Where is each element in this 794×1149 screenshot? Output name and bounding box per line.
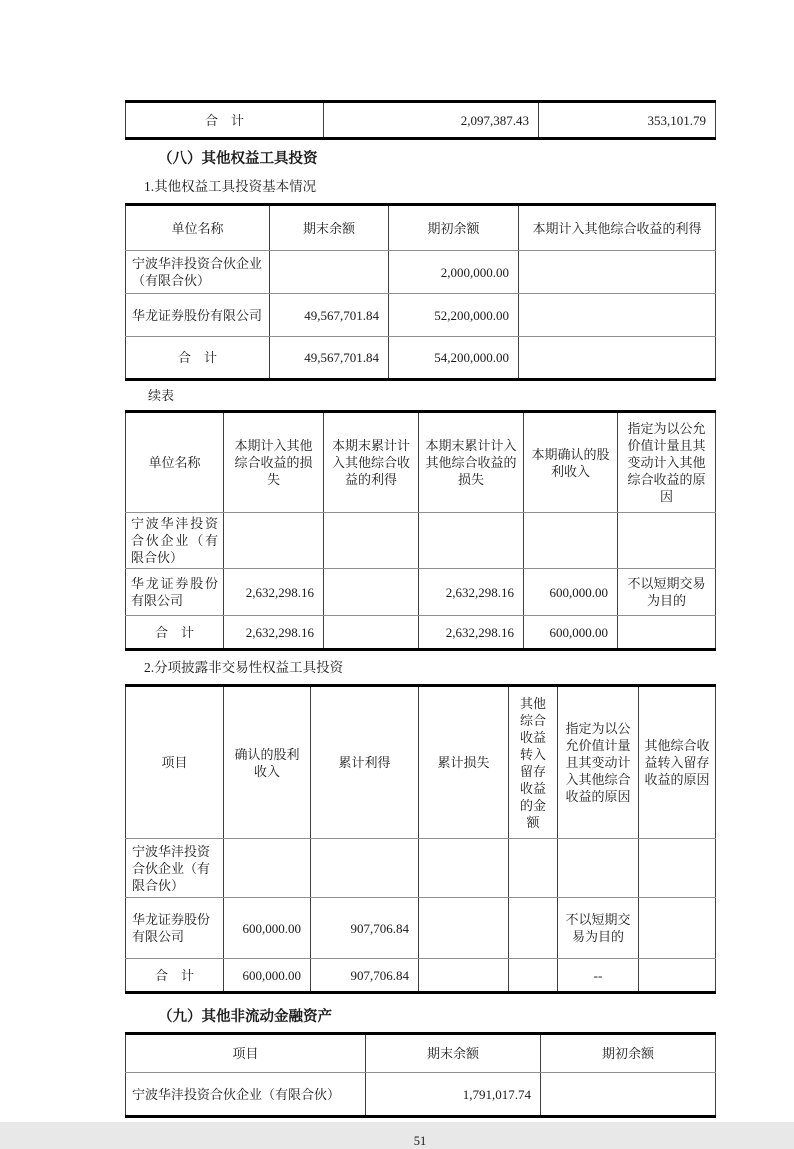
- table-cell: 不以短期交易为目的: [558, 898, 639, 959]
- table-row: [126, 513, 716, 569]
- table-cell: 华龙证券股份有限公司: [126, 294, 270, 337]
- table-cell: 2,000,000.00: [389, 251, 519, 294]
- table-header-cell: 其他综合收益转入留存收益的原因: [639, 686, 716, 839]
- table-cell: 华龙证券股份有限公司: [126, 569, 224, 616]
- table-cell: --: [558, 959, 639, 993]
- table-row: [126, 959, 716, 993]
- table-row: [126, 337, 716, 380]
- table-header-cell: 本期末累计计入其他综合收益的损失: [419, 412, 524, 513]
- page-content: [125, 100, 715, 1149]
- table-header-cell: 指定为以公允价值计量且其变动计入其他综合收益的原因: [558, 686, 639, 839]
- table-header-cell: 累计损失: [419, 686, 509, 839]
- table-cell: 华龙证券股份有限公司: [126, 898, 224, 959]
- table-cell: 600,000.00: [224, 898, 311, 959]
- table-header-row: [126, 205, 716, 251]
- table-header-row: [126, 1034, 716, 1073]
- table-row: [126, 251, 716, 294]
- table-header-cell: 其他综合收益转入留存收益的金额: [509, 686, 558, 839]
- table-header-cell: 项目: [126, 686, 224, 839]
- table-cell: [419, 513, 524, 569]
- table-header-cell: 本期末累计计入其他综合收益的利得: [324, 412, 419, 513]
- table-cell: [270, 251, 389, 294]
- table-cell: 907,706.84: [311, 959, 419, 993]
- table-row: [126, 569, 716, 616]
- table-header-cell: 期末余额: [270, 205, 389, 251]
- table-row: [126, 839, 716, 898]
- table-cell: 2,632,298.16: [419, 569, 524, 616]
- table-header-cell: 期末余额: [366, 1034, 541, 1073]
- table-cell: 宁波华沣投资合伙企业（有限合伙）: [126, 513, 224, 569]
- table-cell: 宁波华沣投资合伙企业（有限合伙）: [126, 251, 270, 294]
- table-row: [126, 1073, 716, 1117]
- table-cell: 2,632,298.16: [419, 616, 524, 650]
- continued-table-label: 续表: [148, 388, 175, 403]
- table-cell: [519, 251, 716, 294]
- section-9-title: （九）其他非流动金融资产: [158, 1009, 332, 1025]
- table-row: [126, 102, 716, 139]
- basic-info-table: [125, 203, 716, 381]
- table-cell: [419, 898, 509, 959]
- table-cell: [419, 839, 509, 898]
- table-cell: 合 计: [126, 616, 224, 650]
- table-cell: [639, 839, 716, 898]
- table-cell: [324, 513, 419, 569]
- table-row: [126, 616, 716, 650]
- section-8-subtitle-1: 1.其他权益工具投资基本情况: [144, 179, 317, 194]
- table-header-cell: 本期计入其他综合收益的利得: [519, 205, 716, 251]
- table-cell: [519, 337, 716, 380]
- table-cell: [524, 513, 618, 569]
- table-header-cell: 项目: [126, 1034, 366, 1073]
- table-cell: 600,000.00: [224, 959, 311, 993]
- table-cell: [519, 294, 716, 337]
- table-cell: [509, 898, 558, 959]
- table-cell: 合 计: [126, 337, 270, 380]
- table-cell: [509, 839, 558, 898]
- table-cell: [541, 1073, 716, 1117]
- table-cell: [224, 839, 311, 898]
- table-cell: 907,706.84: [311, 898, 419, 959]
- table-cell: 不以短期交易为目的: [618, 569, 716, 616]
- table-cell: 52,200,000.00: [389, 294, 519, 337]
- table-header-cell: 单位名称: [126, 205, 270, 251]
- table-header-cell: 指定为以公允价值计量且其变动计入其他综合收益的原因: [618, 412, 716, 513]
- table-cell: [224, 513, 324, 569]
- table-cell: 宁波华沣投资合伙企业（有限合伙）: [126, 1073, 366, 1117]
- table-cell: [509, 959, 558, 993]
- table-header-cell: 本期确认的股利收入: [524, 412, 618, 513]
- table-header-cell: 期初余额: [389, 205, 519, 251]
- table-cell: [639, 898, 716, 959]
- table-cell: 合 计: [126, 959, 224, 993]
- page-number: 51: [413, 1134, 427, 1148]
- table-cell: 54,200,000.00: [389, 337, 519, 380]
- table-cell: [618, 616, 716, 650]
- table-header-cell: 累计利得: [311, 686, 419, 839]
- table-header-row: [126, 686, 716, 839]
- table-cell: [419, 959, 509, 993]
- table-cell: 宁波华沣投资合伙企业（有限合伙）: [126, 839, 224, 898]
- table-cell: 49,567,701.84: [270, 294, 389, 337]
- table-cell: 353,101.79: [539, 102, 716, 139]
- table-header-cell: 本期计入其他综合收益的损失: [224, 412, 324, 513]
- table-cell: 1,791,017.74: [366, 1073, 541, 1117]
- table-header-cell: 单位名称: [126, 412, 224, 513]
- table-row: [126, 898, 716, 959]
- section-8-subtitle-2: 2.分项披露非交易性权益工具投资: [144, 660, 344, 675]
- previous-table-total: [125, 100, 716, 140]
- table-header-cell: 期初余额: [541, 1034, 716, 1073]
- table-cell: 合 计: [126, 102, 324, 139]
- table-cell: [324, 569, 419, 616]
- non-trading-table: [125, 684, 716, 994]
- table-header-row: [126, 412, 716, 513]
- table-cell: 49,567,701.84: [270, 337, 389, 380]
- table-cell: [311, 839, 419, 898]
- table-cell: 2,632,298.16: [224, 616, 324, 650]
- table-header-cell: 确认的股利收入: [224, 686, 311, 839]
- table-cell: 600,000.00: [524, 569, 618, 616]
- table-cell: 2,097,387.43: [324, 102, 539, 139]
- table-cell: 600,000.00: [524, 616, 618, 650]
- table-cell: [639, 959, 716, 993]
- table-cell: [618, 513, 716, 569]
- table-cell: 2,632,298.16: [224, 569, 324, 616]
- other-noncurrent-table: [125, 1032, 716, 1118]
- continued-table: [125, 410, 716, 651]
- table-cell: [324, 616, 419, 650]
- section-8-title: （八）其他权益工具投资: [158, 151, 318, 167]
- table-cell: [558, 839, 639, 898]
- table-row: [126, 294, 716, 337]
